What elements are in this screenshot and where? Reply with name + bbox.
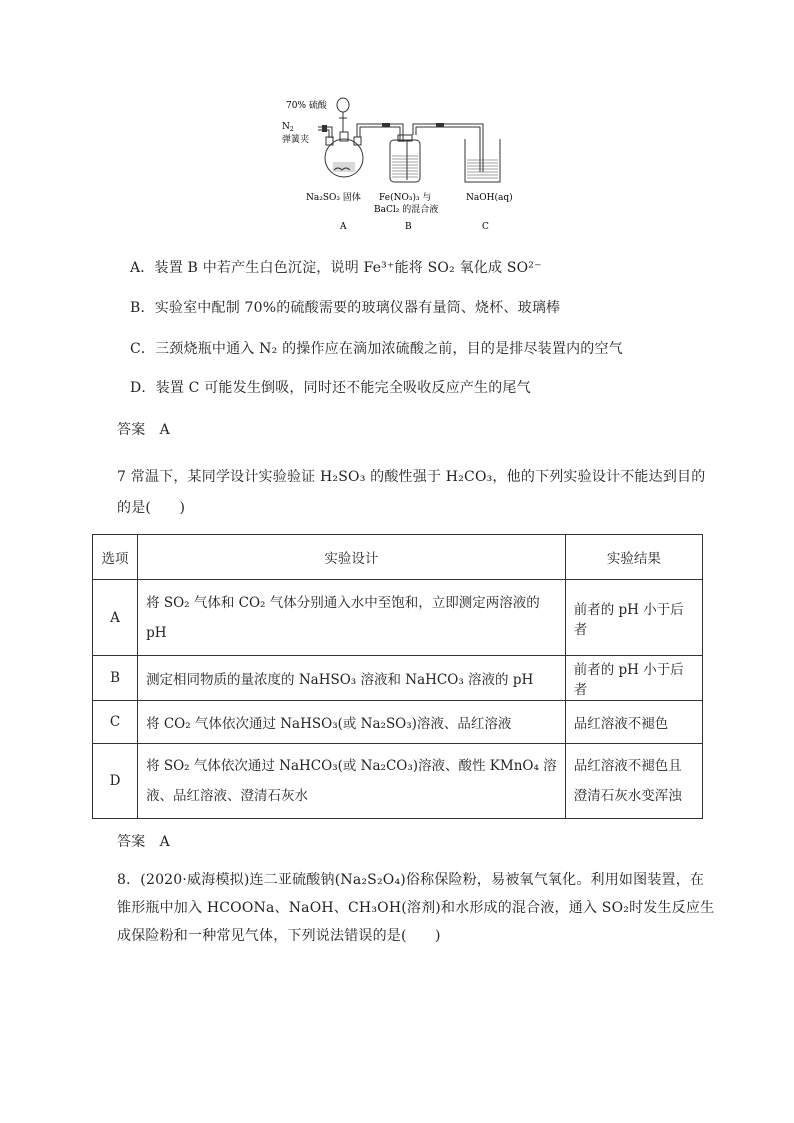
bottle-letter: B bbox=[405, 222, 412, 232]
row-design-line: 将 SO₂ 气体和 CO₂ 气体分别通入水中至饱和，立即测定两溶液的 bbox=[146, 594, 540, 611]
q6-option-a: A．装置 B 中若产生白色沉淀，说明 Fe³⁺能将 SO₂ 氧化成 SO²⁻ bbox=[130, 260, 542, 276]
row-design-line: 液、品红溶液、澄清石灰水 bbox=[146, 788, 309, 804]
table-row bbox=[93, 701, 703, 744]
q7-stem-line-1: 7 常温下，某同学设计实验验证 H₂SO₃ 的酸性强于 H₂CO₃，他的下列实验设计不能达到目的 bbox=[117, 469, 706, 485]
acid-label: 70% 硫酸 bbox=[286, 101, 327, 111]
n2-label: $N_2$ bbox=[282, 122, 294, 133]
row-design: 将 CO₂ 气体依次通过 NaHSO₃(或 Na₂SO₃)溶液、品红溶液 bbox=[138, 701, 566, 744]
row-option: B bbox=[93, 656, 138, 701]
row-design bbox=[138, 580, 566, 656]
table-row bbox=[93, 656, 703, 701]
q7-answer: 答案 A bbox=[117, 834, 170, 850]
table-header-row bbox=[93, 535, 703, 580]
q6-option-c: C．三颈烧瓶中通入 N₂ 的操作应在滴加浓硫酸之前，目的是排尽装置内的空气 bbox=[130, 341, 623, 357]
row-option: D bbox=[93, 744, 138, 819]
q8-stem-line-1: 8．(2020·威海模拟)连二亚硫酸钠(Na₂S₂O₄)俗称保险粉，易被氧气氧化。利用如图装置，在 bbox=[117, 872, 705, 888]
q8-stem-line-3: 成保险粉和一种常见气体，下列说法错误的是( ) bbox=[117, 928, 441, 944]
row-result-line: 澄清石灰水变浑浊 bbox=[573, 788, 682, 804]
q6-answer: 答案 A bbox=[117, 422, 170, 438]
row-design-line: pH bbox=[146, 624, 167, 641]
row-result: 品红溶液不褪色 bbox=[565, 701, 702, 744]
table-row bbox=[93, 580, 703, 656]
row-result: 前者的 pH 小于后者 bbox=[565, 580, 702, 656]
beaker-letter: C bbox=[482, 222, 489, 232]
q8-stem-line-2: 锥形瓶中加入 HCOONa、NaOH、CH₃OH(溶剂)和水形成的混合液，通入 SO₂时发生反应生 bbox=[117, 900, 715, 916]
header-option: 选项 bbox=[93, 535, 138, 580]
q6-option-d: D．装置 C 可能发生倒吸，同时还不能完全吸收反应产生的尾气 bbox=[130, 380, 531, 396]
q6-option-b: B．实验室中配制 70%的硫酸需要的玻璃仪器有量筒、烧杯、玻璃棒 bbox=[130, 300, 561, 316]
row-option: A bbox=[93, 580, 138, 656]
row-result: 前者的 pH 小于后者 bbox=[565, 656, 702, 701]
q7-stem-line-2: 的是( ) bbox=[117, 500, 186, 516]
row-option: C bbox=[93, 701, 138, 744]
clip-label: 弹簧夹 bbox=[282, 135, 310, 145]
row-result bbox=[565, 744, 702, 819]
header-result: 实验结果 bbox=[565, 535, 702, 580]
flask-label: Na₂SO₃ 固体 bbox=[306, 193, 361, 203]
apparatus-diagram bbox=[270, 92, 520, 237]
row-result-line: 品红溶液不褪色且 bbox=[573, 758, 682, 774]
row-design: 测定相同物质的量浓度的 NaHSO₃ 溶液和 NaHCO₃ 溶液的 pH bbox=[138, 656, 566, 701]
row-design-line: 将 SO₂ 气体依次通过 NaHCO₃(或 Na₂CO₃)溶液、酸性 KMnO₄ 溶 bbox=[146, 758, 557, 774]
table-row bbox=[93, 744, 703, 819]
beaker-label: NaOH(aq) bbox=[466, 193, 513, 203]
experiment-table bbox=[92, 534, 703, 819]
bottle-label-2: BaCl₂ 的混合液 bbox=[374, 205, 439, 215]
header-design: 实验设计 bbox=[138, 535, 566, 580]
flask-letter: A bbox=[340, 222, 347, 232]
row-design bbox=[138, 744, 566, 819]
bottle-label-1: Fe(NO₃)₃ 与 bbox=[379, 193, 432, 203]
